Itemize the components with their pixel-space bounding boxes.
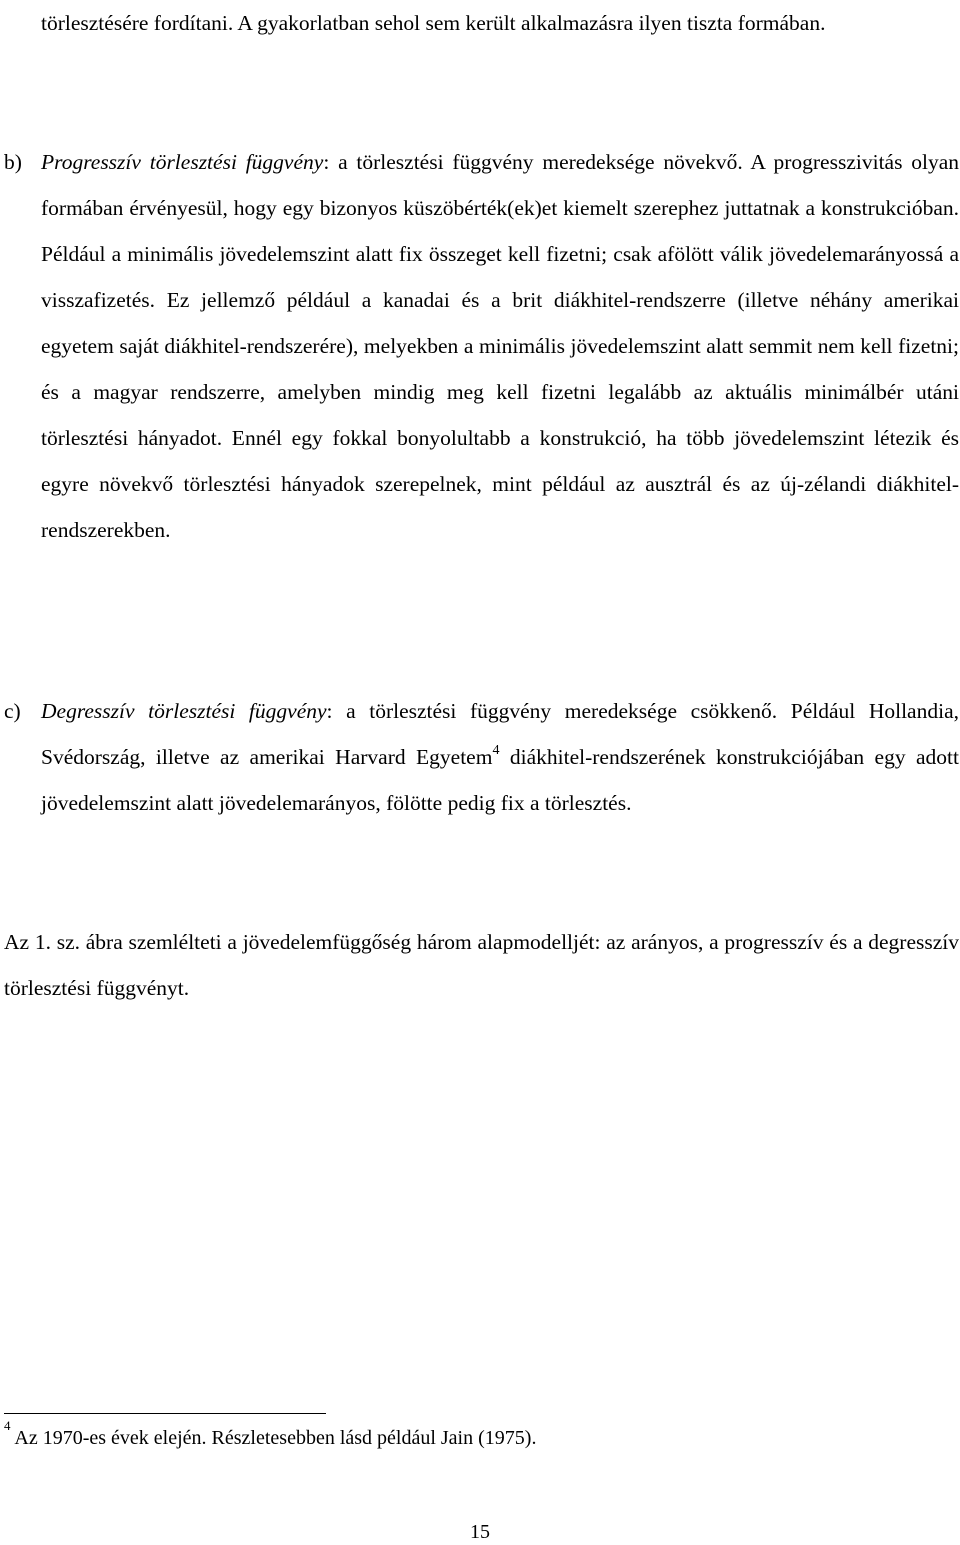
paragraph-degressive	[41, 688, 959, 826]
closing-paragraph: Az 1. sz. ábra szemlélteti a jövedelemfüggőség három alapmodelljét: az arányos, a progresszív és a degresszív törlesztési függvényt.	[4, 930, 959, 1000]
footnote-reference: 4	[492, 742, 500, 758]
term-degressive: Degresszív törlesztési függvény	[41, 699, 327, 723]
footnote	[4, 1418, 537, 1452]
paragraph-degressive-body-2: diákhitel-rendszerének konstrukciójában egy adott jövedelemszint alatt jövedelemarányos, fölötte pedig fix a törlesztés.	[41, 745, 959, 815]
paragraph-degressive-body-1: : a törlesztési függvény meredeksége csökkenő. Például Hollandia, Svédország, illetve az amerikai Harvard Egyetem	[41, 699, 959, 769]
footnote-separator	[4, 1413, 326, 1414]
term-progressive: Progresszív törlesztési függvény	[41, 150, 324, 174]
intro-paragraph: törlesztésére fordítani. A gyakorlatban sehol sem került alkalmazásra ilyen tiszta formában.	[41, 11, 826, 35]
paragraph-progressive	[41, 139, 959, 553]
list-marker-b: b)	[4, 150, 22, 174]
paragraph-progressive-body: : a törlesztési függvény meredeksége növekvő. A progresszivitás olyan formában érvényesül, hogy egy bizonyos küszöbérték(ek)et kiemelt szerephez juttatnak a konstrukcióban. Például a minimális jövedelemszint alatt fix összeget kell fizetni; csak afölött válik jövedelemarányossá a visszafizetés. Ez jellemző például a kanadai és a brit diákhitel-rendszerre (illetve néhány amerikai egyetem saját diákhitel-rendszerére), melyekben a minimális jövedelemszint alatt semmit nem kell fizetni; és a magyar rendszerre, amelyben mindig meg kell fizetni legalább az aktuális minimálbér utáni törlesztési hányadot. Ennél egy fokkal bonyolultabb a konstrukció, ha több jövedelemszint létezik és egyre növekvő törlesztési hányadok szerepelnek, mint például az ausztrál és az új-zélandi diákhitel-rendszerekben.	[41, 150, 960, 542]
footnote-text: Az 1970-es évek elején. Részletesebben lásd például Jain (1975).	[10, 1427, 537, 1449]
list-marker-c: c)	[4, 699, 21, 723]
page-number: 15	[470, 1521, 490, 1543]
footnote-number: 4	[4, 1418, 11, 1434]
